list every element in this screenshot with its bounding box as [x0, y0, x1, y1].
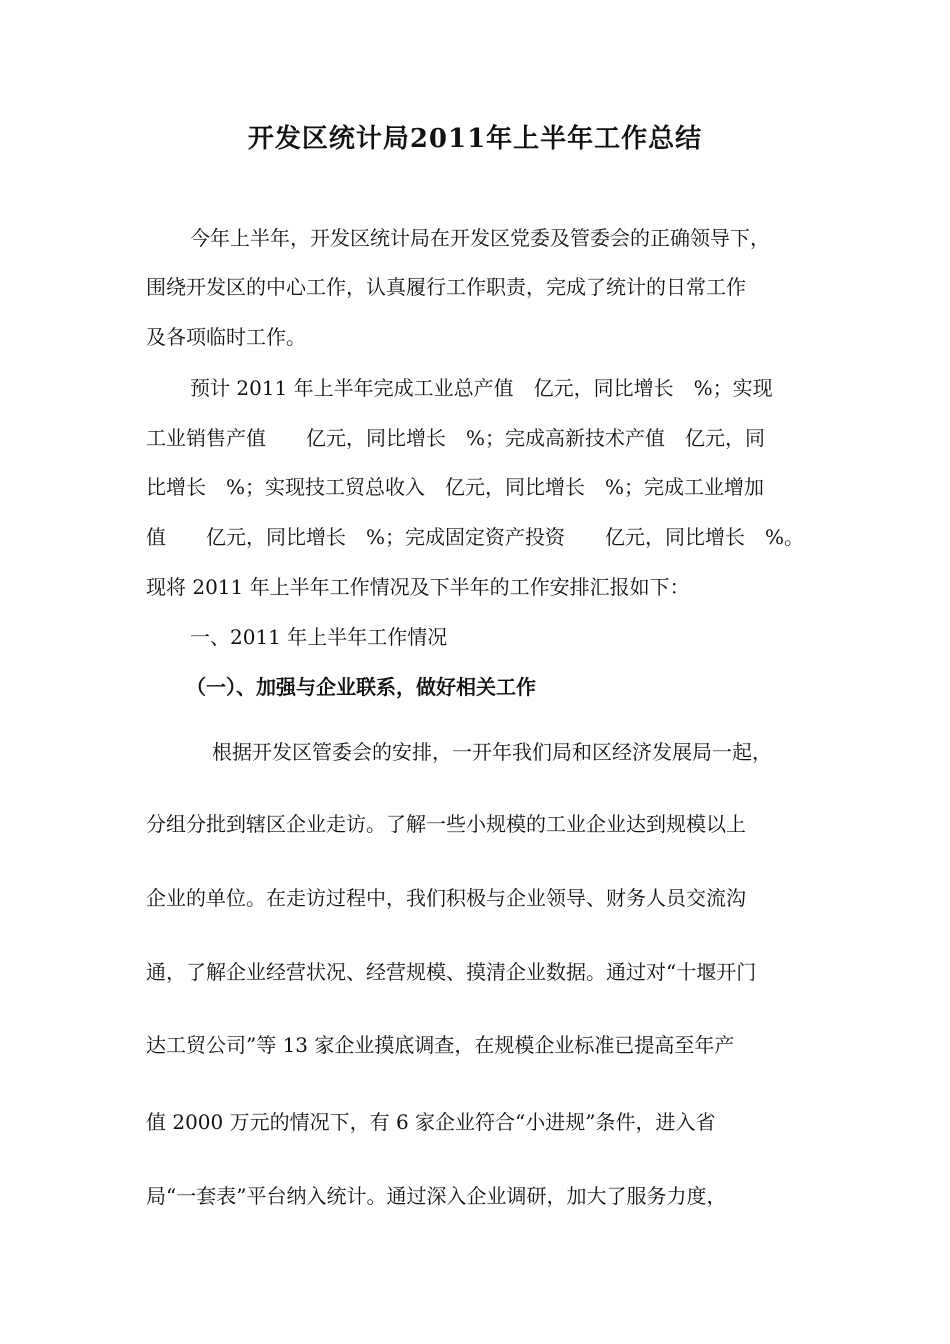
intro-line-1: 今年上半年，开发区统计局在开发区党委及管委会的正确领导下，	[190, 226, 770, 250]
body-line-7: 局“一套表”平台纳入统计。通过深入企业调研，加大了服务力度，	[146, 1184, 727, 1208]
forecast-line-5: 现将 2011 年上半年工作情况及下半年的工作安排汇报如下：	[146, 575, 690, 599]
subsection-heading: （一）、加强与企业联系，做好相关工作	[186, 675, 536, 699]
forecast-line-3: 比增长 %；实现技工贸总收入 亿元，同比增长 %；完成工业增加	[146, 475, 765, 499]
body-line-6: 值 2000 万元的情况下，有 6 家企业符合“小进规”条件，进入省	[146, 1110, 716, 1134]
forecast-line-4: 值 亿元，同比增长 %；完成固定资产投资 亿元，同比增长 %。	[146, 525, 805, 549]
forecast-line-2: 工业销售产值 亿元，同比增长 %；完成高新技术产值 亿元，同	[146, 426, 766, 450]
body-line-2: 分组分批到辖区企业走访。了解一些小规模的工业企业达到规模以上	[146, 812, 746, 836]
intro-line-3: 及各项临时工作。	[146, 325, 306, 349]
forecast-line-1: 预计 2011 年上半年完成工业总产值 亿元，同比增长 %；实现	[190, 376, 773, 400]
document-title: 开发区统计局2011年上半年工作总结	[247, 124, 703, 154]
section-heading: 一、2011 年上半年工作情况	[190, 625, 448, 649]
body-line-5: 达工贸公司”等 13 家企业摸底调查，在规模企业标准已提高至年产	[146, 1033, 735, 1057]
body-line-4: 通，了解企业经营状况、经营规模、摸清企业数据。通过对“十堰开门	[146, 960, 757, 984]
body-line-3: 企业的单位。在走访过程中，我们积极与企业领导、财务人员交流沟	[146, 886, 746, 910]
body-line-1: 根据开发区管委会的安排，一开年我们局和区经济发展局一起，	[212, 740, 772, 764]
intro-line-2: 围绕开发区的中心工作，认真履行工作职责，完成了统计的日常工作	[146, 275, 746, 299]
